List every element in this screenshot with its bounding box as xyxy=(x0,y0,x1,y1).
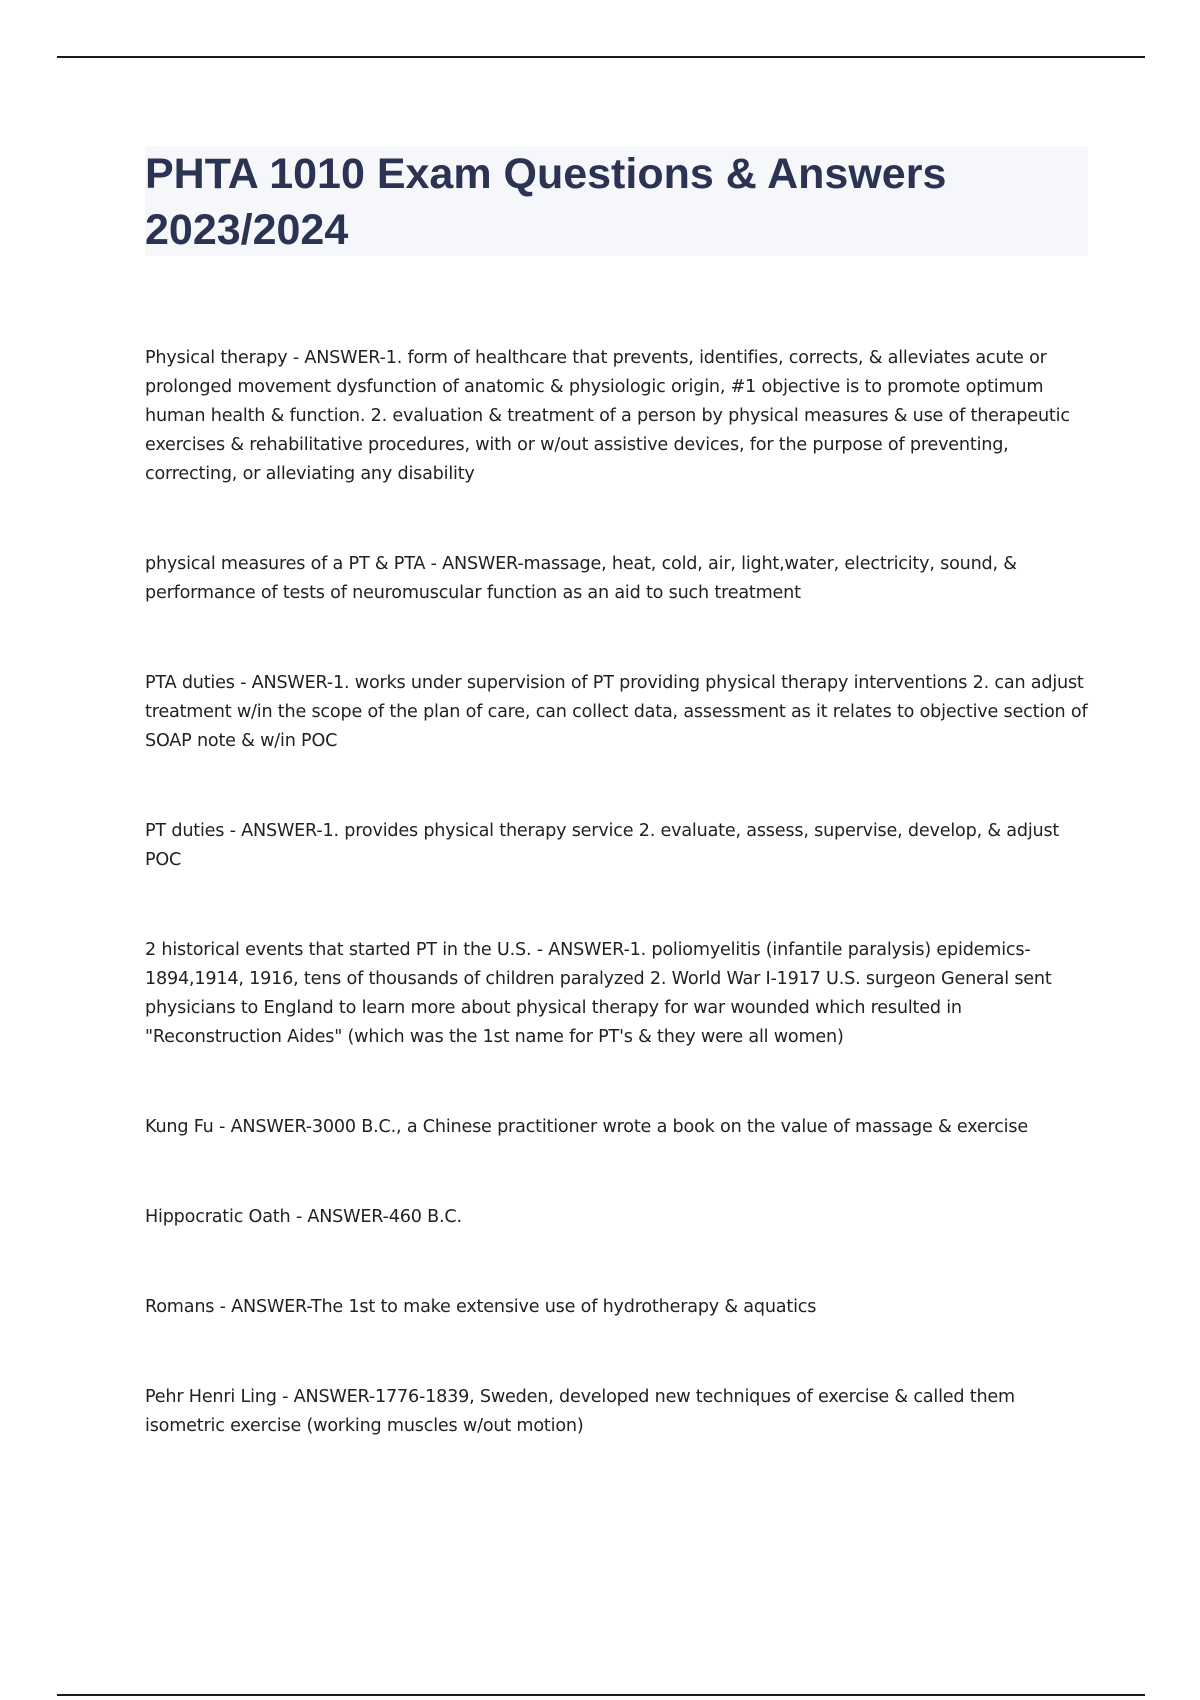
qa-answer: The 1st to make extensive use of hydrotherapy & aquatics xyxy=(310,1297,817,1317)
qa-question: 2 historical events that started PT in the U.S. xyxy=(145,940,532,960)
qa-answer: 1. works under supervision of PT providing physical therapy interventions 2. can adjust treatment w/in the scope of the plan of care, can collect data, assessment as it relates to objective section of SOAP note & w/in POC xyxy=(145,673,1088,751)
qa-separator: - ANSWER- xyxy=(287,348,386,368)
qa-item-historical-events xyxy=(145,936,1095,1052)
qa-question: Pehr Henri Ling xyxy=(145,1387,277,1407)
document-title: PHTA 1010 Exam Questions & Answers 2023/2024 xyxy=(145,150,947,254)
qa-answer: 1. poliomyelitis (infantile paralysis) epidemics-1894,1914, 1916, tens of thousands of children paralyzed 2. World War I-1917 U.S. surgeon General sent physicians to England to learn more about physical therapy for war wounded which resulted in "Reconstruction Aides" (which was the 1st name for PT's & they were all women) xyxy=(145,940,1052,1047)
qa-answer: 1776-1839, Sweden, developed new techniques of exercise & called them isometric exercise (working muscles w/out motion) xyxy=(145,1387,1015,1436)
qa-answer: 460 B.C. xyxy=(388,1207,462,1227)
qa-answer: 3000 B.C., a Chinese practitioner wrote a book on the value of massage & exercise xyxy=(311,1117,1028,1137)
qa-question: PT duties xyxy=(145,821,225,841)
qa-separator: - ANSWER- xyxy=(214,1297,311,1317)
qa-question: Romans xyxy=(145,1297,215,1317)
qa-question: physical measures of a PT & PTA xyxy=(145,554,426,574)
qa-separator: - ANSWER- xyxy=(234,673,333,693)
qa-list xyxy=(145,344,1095,1441)
bottom-rule xyxy=(57,1694,1145,1696)
qa-separator: - ANSWER- xyxy=(276,1387,375,1407)
qa-item-pt-duties xyxy=(145,817,1095,875)
qa-separator: - ANSWER- xyxy=(224,821,323,841)
qa-item-physical-therapy xyxy=(145,344,1095,489)
qa-separator: - ANSWER- xyxy=(290,1207,389,1227)
qa-answer: 1. form of healthcare that prevents, identifies, corrects, & alleviates acute or prolonged movement dysfunction of anatomic & physiologic origin, #1 objective is to promote optimum human health & function. 2. evaluation & treatment of a person by physical measures & use of therapeutic exercises & rehabilitative procedures, with or w/out assistive devices, for the purpose of preventing, correcting, or alleviating any disability xyxy=(145,348,1070,484)
qa-item-romans xyxy=(145,1293,1095,1322)
qa-separator: - ANSWER- xyxy=(213,1117,312,1137)
qa-separator: - ANSWER- xyxy=(425,554,524,574)
qa-question: PTA duties xyxy=(145,673,235,693)
title-block xyxy=(145,146,1088,256)
qa-separator: - ANSWER- xyxy=(531,940,630,960)
qa-item-hippocratic-oath xyxy=(145,1203,1095,1232)
qa-item-physical-measures xyxy=(145,550,1095,608)
qa-question: Hippocratic Oath xyxy=(145,1207,291,1227)
top-rule xyxy=(57,56,1145,58)
qa-answer: massage, heat, cold, air, light,water, electricity, sound, & performance of tests of neuromuscular function as an aid to such treatment xyxy=(145,554,1017,603)
qa-item-kung-fu xyxy=(145,1113,1095,1142)
qa-question: Kung Fu xyxy=(145,1117,214,1137)
qa-question: Physical therapy xyxy=(145,348,288,368)
qa-answer: 1. provides physical therapy service 2. evaluate, assess, supervise, develop, & adjust POC xyxy=(145,821,1060,870)
qa-item-pehr-henri-ling xyxy=(145,1383,1095,1441)
qa-item-pta-duties xyxy=(145,669,1095,756)
